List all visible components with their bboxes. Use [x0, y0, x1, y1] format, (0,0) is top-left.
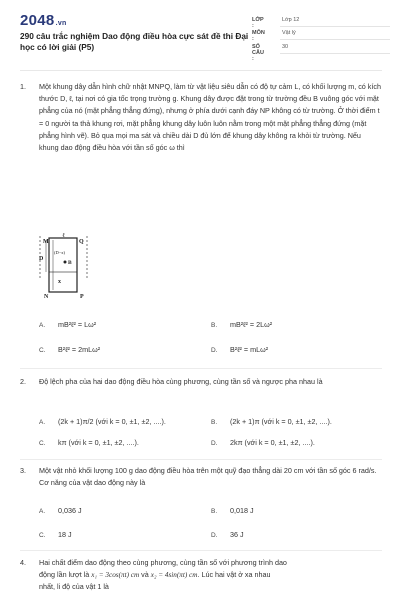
option-text: 18 J	[58, 530, 72, 539]
option-text: mB²ℓ² = Lω²	[58, 320, 97, 329]
question-4	[20, 557, 382, 600]
divider	[280, 53, 390, 54]
divider	[280, 26, 390, 27]
option-2a[interactable]	[39, 417, 166, 426]
option-text: (2k + 1)π/2 (với k = 0, ±1, ±2, ....).	[58, 417, 166, 426]
document-header	[0, 0, 400, 72]
option-text: B²ℓ² = mLω²	[230, 345, 269, 354]
question-2	[20, 376, 382, 402]
option-text: kπ (với k = 0, ±1, ±2, ....).	[58, 438, 139, 447]
option-2b[interactable]	[211, 417, 332, 426]
question-text: Độ lệch pha của hai dao động điều hòa cùng phương, cùng tần số và ngược pha nhau là	[39, 377, 323, 386]
option-text: 0,036 J	[58, 506, 82, 515]
option-text: mB²ℓ² = 2Lω²	[230, 320, 273, 329]
option-text: 36 J	[230, 530, 244, 539]
meta-grade-label: LỚP :	[252, 17, 264, 29]
question-text-part: . Lúc hai vật ở xa nhau	[197, 570, 271, 580]
option-3a[interactable]	[39, 506, 82, 515]
option-label: D.	[211, 532, 218, 539]
question-text-line-2	[39, 569, 382, 581]
question-number: 3.	[20, 466, 26, 475]
question-divider	[20, 550, 382, 551]
option-label: C.	[39, 440, 46, 447]
option-3b[interactable]	[211, 506, 254, 515]
circuit-frame-figure	[30, 230, 110, 300]
option-text: 0,018 J	[230, 506, 254, 515]
equation-x2: x₂ = 4sin(πt) cm	[150, 571, 198, 580]
option-label: A.	[39, 508, 46, 515]
question-divider	[20, 368, 382, 369]
option-label: B.	[211, 419, 218, 426]
option-1b[interactable]	[211, 320, 272, 329]
meta-subject-label: MÔN :	[252, 30, 265, 42]
option-1d[interactable]	[211, 345, 268, 354]
question-1	[20, 81, 382, 231]
question-divider	[20, 459, 382, 460]
label-N: N	[44, 294, 49, 300]
option-3c[interactable]	[39, 530, 72, 539]
question-text-line-1: Hai chất điểm dao động theo cùng phương, cùng tần số với phương trình dao	[39, 558, 287, 567]
question-text	[39, 557, 382, 594]
label-P: P	[80, 294, 84, 300]
option-2c[interactable]	[39, 438, 139, 447]
label-M: M	[43, 239, 49, 245]
logo-suffix: .vn	[55, 20, 67, 27]
b-field-dot-icon	[64, 261, 67, 264]
meta-grade-value: Lớp 12	[282, 17, 300, 23]
question-3	[20, 465, 382, 491]
meta-subject-value: Vật lý	[282, 30, 296, 36]
site-logo[interactable]	[20, 12, 67, 29]
question-text: Một khung dây dẫn hình chữ nhật MNPQ, làm từ vật liệu siêu dẫn có độ tự cảm L, có khối lượng m, có kích thước D, ℓ, tại nơi có gia tốc trọng trường g. Khung dây được đặt trong từ trường đều B vuông góc với mặt phẳng của nó (mặt phẳng thẳng đứng), nhưng ở phía dưới cạnh đáy NP không có từ trường. Ở thời điểm t = 0 người ta thả khung rơi, mặt phẳng khung dây luôn luôn nằm trong một mặt phẳng thẳng đứng (mặt phẳng hình vẽ). Bỏ qua mọi ma sát và chiều dài D đủ lớn để khung dây không ra khỏi từ trường. Nếu khung dao động điều hòa với tần số góc ω thì	[39, 82, 381, 153]
option-label: B.	[211, 322, 218, 329]
option-label: D.	[211, 440, 218, 447]
option-text: 2kπ (với k = 0, ±1, ±2, ....).	[230, 438, 315, 447]
question-number: 4.	[20, 558, 26, 567]
question-text-part: và	[141, 570, 149, 580]
question-text-line-3: nhất, li độ của vật 1 là	[39, 582, 109, 592]
question-number: 1.	[20, 82, 26, 91]
option-3d[interactable]	[211, 530, 244, 539]
option-label: A.	[39, 322, 46, 329]
option-1a[interactable]	[39, 320, 96, 329]
option-2d[interactable]	[211, 438, 315, 447]
label-l: ℓ	[62, 233, 65, 239]
option-label: A.	[39, 419, 46, 426]
label-D-minus-x: (D−x)	[54, 250, 66, 255]
divider	[280, 39, 390, 40]
label-D: D	[39, 256, 44, 262]
meta-count-value: 30	[282, 44, 289, 50]
question-text: Một vật nhỏ khối lượng 100 g dao động điều hòa trên một quỹ đạo thẳng dài 20 cm với tần số góc 6 rad/s. Cơ năng của vật dao động này là	[39, 466, 377, 488]
label-x: x	[58, 279, 61, 285]
equation-x1: x₁ = 3cos(πt) cm	[91, 571, 140, 580]
label-B: B	[68, 260, 72, 266]
option-text: (2k + 1)π (với k = 0, ±1, ±2, ....).	[230, 417, 332, 426]
option-1c[interactable]	[39, 345, 100, 354]
option-label: B.	[211, 508, 218, 515]
header-divider	[20, 70, 382, 71]
question-number: 2.	[20, 377, 26, 386]
option-label: C.	[39, 347, 46, 354]
option-label: D.	[211, 347, 218, 354]
label-Q: Q	[79, 239, 84, 245]
meta-count-label: SỐ CÂU :	[252, 44, 264, 62]
option-label: C.	[39, 532, 46, 539]
question-text-part: động lần lượt là	[39, 570, 90, 580]
logo-main: 2048	[20, 12, 55, 29]
page-title: 290 câu trắc nghiệm Dao động điều hòa cực sát đề thi Đại học có lời giải (P5)	[20, 31, 249, 52]
option-text: B²ℓ² = 2mLω²	[58, 345, 101, 354]
